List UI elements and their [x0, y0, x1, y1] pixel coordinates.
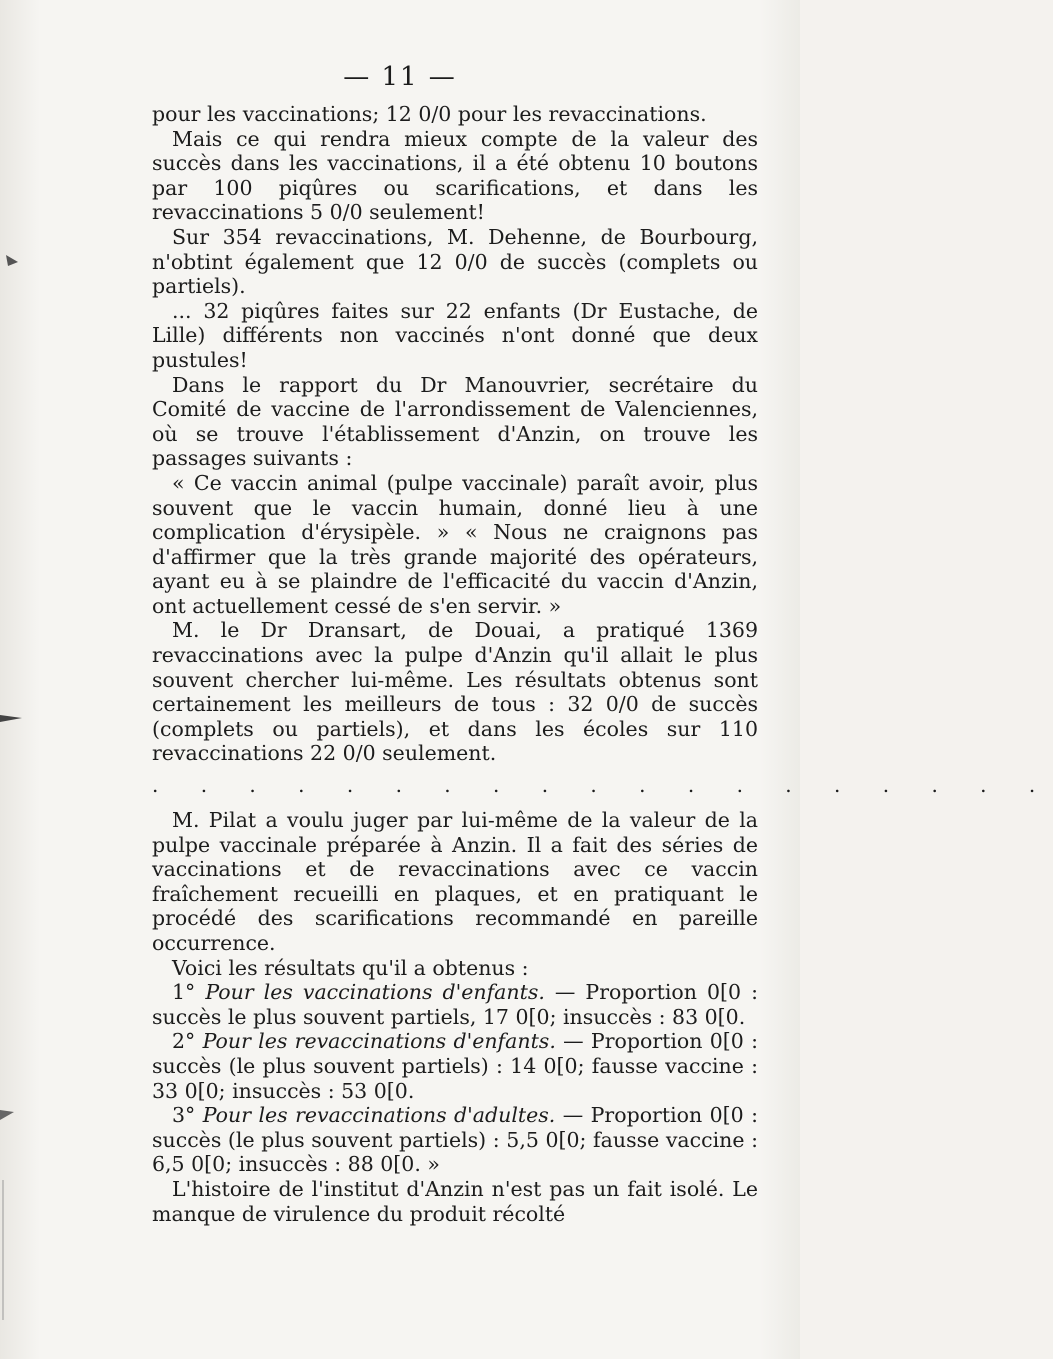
ellipsis-separator: . . . . . . . . . . . . . . . . . . . — [152, 773, 1053, 798]
result-number: 2° — [172, 1029, 203, 1054]
paragraph: ... 32 piqûres faites sur 22 enfants (Dr Eustache, de Lille) différents non vaccinés n'ont donné que deux pustules! — [152, 298, 758, 372]
paragraph: pour les vaccinations; 12 0/0 pour les revaccinations. — [152, 102, 707, 126]
body-text — [152, 102, 1053, 1226]
quotation-paragraph: « Ce vaccin animal (pulpe vaccinale) paraît avoir, plus souvent que le vaccin humain, donné lieu à une complication d'érysipèle. » « Nous ne craignons pas d'affirmer que la très grande majorité des opérateurs, ayant eu à se plaindre de l'efficacité du vaccin d'Anzin, ont actuellement cessé de s'en servir. » — [152, 470, 758, 618]
paragraph: L'histoire de l'institut d'Anzin n'est pas un fait isolé. Le manque de virulence du produit récolté — [152, 1176, 758, 1226]
result-body: — Proportion 0[0 : succès (le plus souvent partiels) : 5,5 0[0; fausse vaccine : 6,5 0[0; insuccès : 88 0[0. » — [152, 1103, 758, 1177]
result-number: 1° — [172, 980, 206, 1005]
result-number: 3° — [172, 1103, 203, 1128]
result-heading: Pour les revaccinations d'enfants. — [202, 1029, 556, 1054]
result-item — [152, 1029, 758, 1103]
paragraph: Sur 354 revaccinations, M. Dehenne, de Bourbourg, n'obtint également que 12 0/0 de succès (complets ou partiels). — [152, 224, 758, 299]
paragraph: Dans le rapport du Dr Manouvrier, secrétaire du Comité de vaccine de l'arrondissement de Valenciennes, où se trouve l'établissement d'Anzin, on trouve les passages suivants : — [152, 372, 758, 471]
result-heading: Pour les vaccinations d'enfants. — [205, 980, 545, 1005]
page-number: — 11 — — [343, 62, 457, 92]
paragraph: Voici les résultats qu'il a obtenus : — [172, 955, 529, 980]
paragraph: M. Pilat a voulu juger par lui-même de la valeur de la pulpe vaccinale préparée à Anzin. Il a fait des séries de vaccinations et de revaccinations avec ce vaccin fraîchement recueilli en plaques, et en pratiquant le procédé des scarifications recommandé en pareille occurrence. — [152, 808, 758, 955]
result-body: — Proportion 0[0 : succès le plus souvent partiels, 17 0[0; insuccès : 83 0[0. — [152, 980, 758, 1029]
paragraph: Mais ce qui rendra mieux compte de la valeur des succès dans les vaccinations, il a été obtenu 10 boutons par 100 piqûres ou scarifications, et dans les revaccinations 5 0/0 seulement! — [152, 126, 758, 225]
result-heading: Pour les revaccinations d'adultes. — [202, 1103, 556, 1128]
paragraph: M. le Dr Dransart, de Douai, a pratiqué 1369 revaccinations avec la pulpe d'Anzin qu'il allait le plus souvent chercher lui-même. Les résultats obtenus sont certainement les meilleurs de tous : 32 0/0 de succès (complets ou partiels), et dans les écoles sur 110 revaccinations 22 0/0 seulement. — [152, 618, 758, 766]
result-body: — Proportion 0[0 : succès (le plus souvent partiels) : 14 0[0; fausse vaccine : 33 0[0; insuccès : 53 0[0. — [152, 1029, 759, 1103]
page-edge-marks — [0, 0, 30, 1359]
result-item — [152, 1103, 758, 1177]
result-item — [152, 980, 758, 1029]
